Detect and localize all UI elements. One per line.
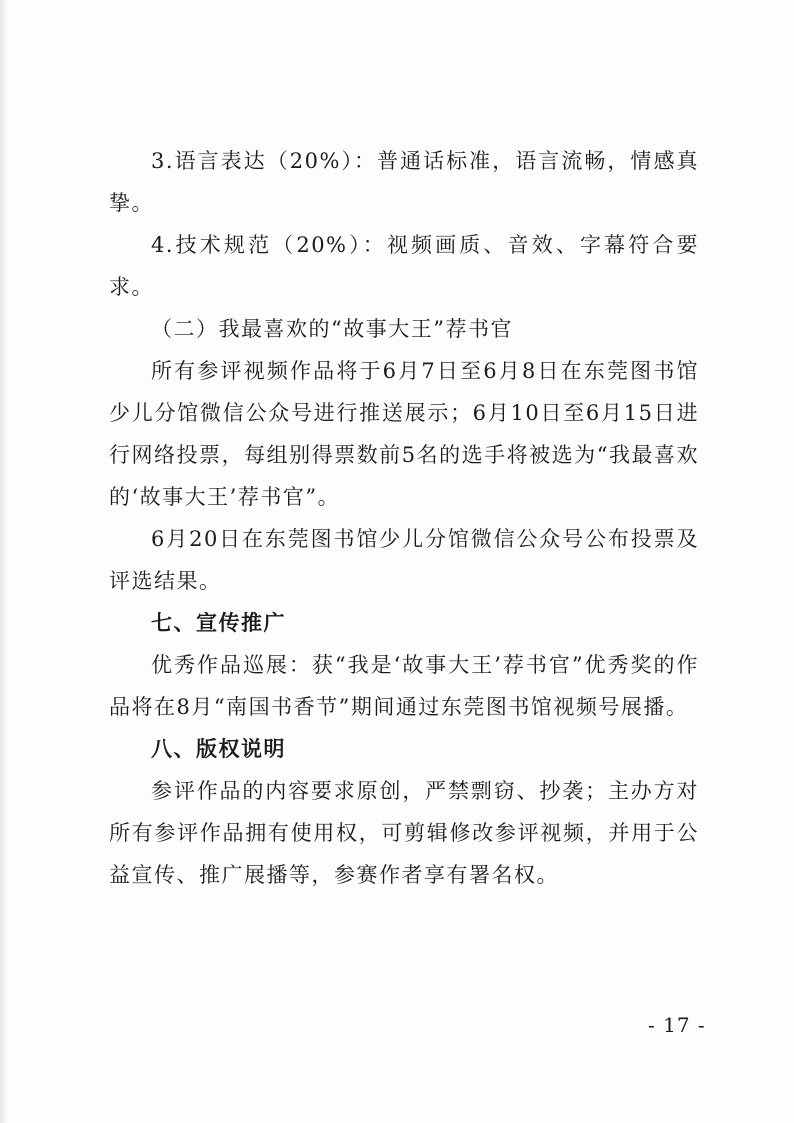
document-body <box>109 140 699 896</box>
subsection-heading-favorite: （二）我最喜欢的“故事大王”荐书官 <box>151 317 513 341</box>
scan-edge <box>0 0 8 1123</box>
results-paragraph: 6月20日在东莞图书馆少儿分馆微信公众号公布投票及评选结果。 <box>109 527 699 593</box>
page-number: - 17 - <box>648 1013 706 1037</box>
voting-paragraph: 所有参评视频作品将于6月7日至6月8日在东莞图书馆少儿分馆微信公众号进行推送展示；6月10日至6月15日进行网络投票，每组别得票数前5名的选手将被选为“我最喜欢的‘故事大王’荐书官”。 <box>109 359 699 509</box>
criterion-language-expression: 3.语言表达（20%）：普通话标准，语言流畅，情感真挚。 <box>109 149 699 215</box>
criterion-technical-standard: 4.技术规范（20%）：视频画质、音效、字幕符合要求。 <box>109 233 699 299</box>
section-heading-promotion: 七、宣传推广 <box>151 610 286 635</box>
promotion-paragraph: 优秀作品巡展：获“我是‘故事大王’荐书官”优秀奖的作品将在8月“南国书香节”期间通过东莞图书馆视频号展播。 <box>109 653 699 719</box>
copyright-paragraph: 参评作品的内容要求原创，严禁剽窃、抄袭；主办方对所有参评作品拥有使用权，可剪辑修改参评视频，并用于公益宣传、推广展播等，参赛作者享有署名权。 <box>109 779 699 887</box>
section-heading-copyright: 八、版权说明 <box>151 736 286 761</box>
